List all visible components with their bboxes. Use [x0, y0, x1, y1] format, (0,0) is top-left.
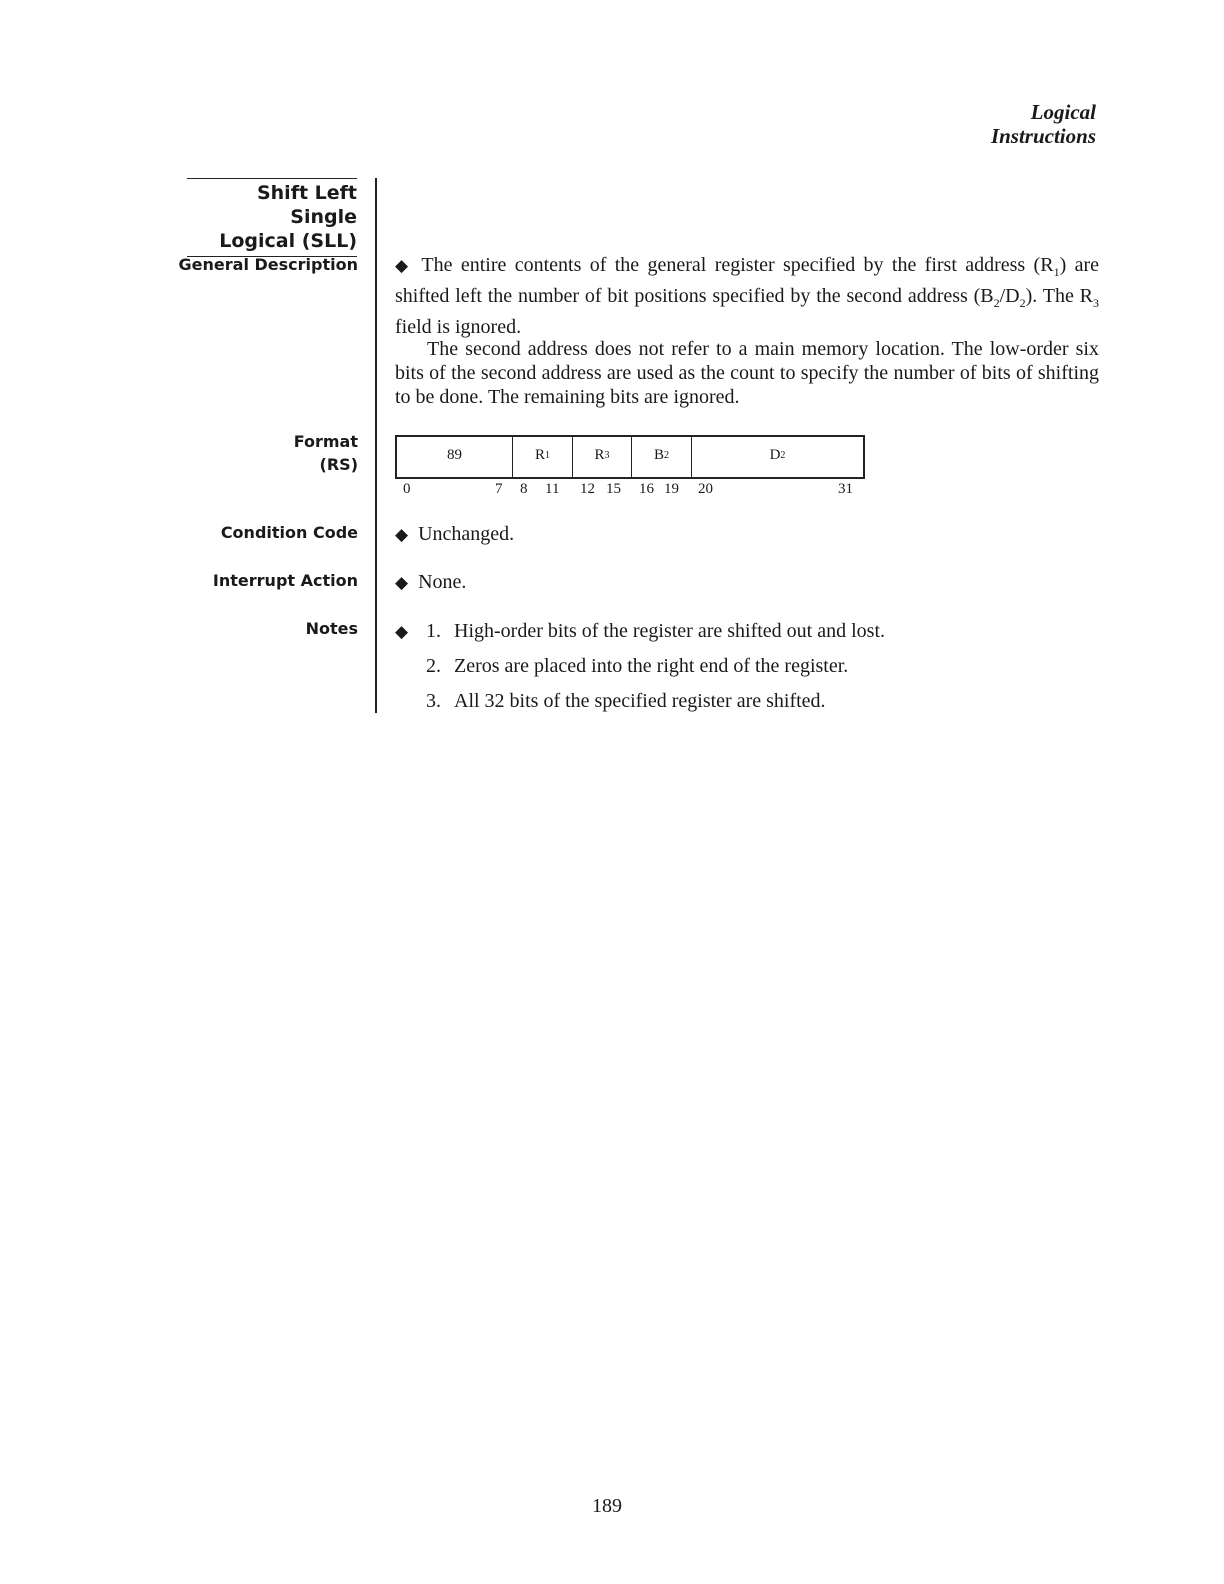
note-item: 2. Zeros are placed into the right end of the register. — [426, 655, 849, 677]
bit-number: 11 — [545, 481, 560, 497]
general-description-p2: The second address does not refer to a main memory location. The low-order six bits of the second address are used as the count to specify the number of bits of shifting to be done. The remaining bits are ignored. — [395, 338, 1099, 408]
label-format-type: (RS) — [319, 455, 358, 474]
notes-bullet — [395, 619, 425, 644]
label-format: Format — [293, 432, 358, 451]
bullet-diamond-icon: ◆ — [395, 525, 409, 544]
bit-number: 8 — [520, 481, 528, 497]
bit-number: 16 — [639, 481, 654, 497]
page-number: 189 — [592, 1495, 622, 1517]
format-field-d2: D 2 — [769, 446, 786, 463]
general-description-p1: ◆ The entire contents of the general register specified by the first address $(R_1)$ are shifted left the number of bit positions specified by the second address $(B_2/D_2)$. The $R_3$ field is ignored. — [395, 254, 1100, 338]
interrupt-action-text: ◆ None. — [395, 571, 467, 593]
bit-number: 12 — [580, 481, 595, 497]
rs-format-diagram — [395, 435, 865, 479]
bit-number: 0 — [403, 481, 411, 497]
bit-number: 7 — [495, 481, 503, 497]
bit-number: 31 — [838, 481, 853, 497]
bullet-diamond-icon: ◆ — [395, 573, 409, 592]
format-field-r1: R 1 — [513, 437, 573, 477]
header-line-1: Logical — [1030, 100, 1096, 124]
note-item: 3. All 32 bits of the specified register are shifted. — [426, 690, 826, 712]
bit-number: 15 — [606, 481, 621, 497]
bit-number: 20 — [698, 481, 713, 497]
label-notes: Notes — [305, 619, 358, 638]
format-field-opcode: 89 — [397, 437, 513, 477]
bullet-diamond-icon: ◆ — [395, 622, 409, 641]
note-item: 1. High-order bits of the register are shifted out and lost. — [426, 620, 885, 642]
label-interrupt-action: Interrupt Action — [212, 571, 358, 590]
title-line-1: Shift Left Single — [256, 182, 357, 228]
bit-number: 19 — [664, 481, 679, 497]
bullet-diamond-icon: ◆ — [395, 256, 412, 275]
label-condition-code: Condition Code — [220, 523, 358, 542]
label-general-description: General Description — [178, 255, 358, 274]
column-divider — [375, 178, 377, 713]
format-field-b2: B 2 — [632, 437, 692, 477]
running-header — [991, 100, 1096, 148]
title-line-2: Logical (SLL) — [219, 230, 357, 252]
header-line-2: Instructions — [990, 124, 1096, 148]
condition-code-text: ◆ Unchanged. — [395, 523, 515, 545]
section-title — [187, 178, 357, 257]
format-field-r3: R 3 — [573, 437, 632, 477]
